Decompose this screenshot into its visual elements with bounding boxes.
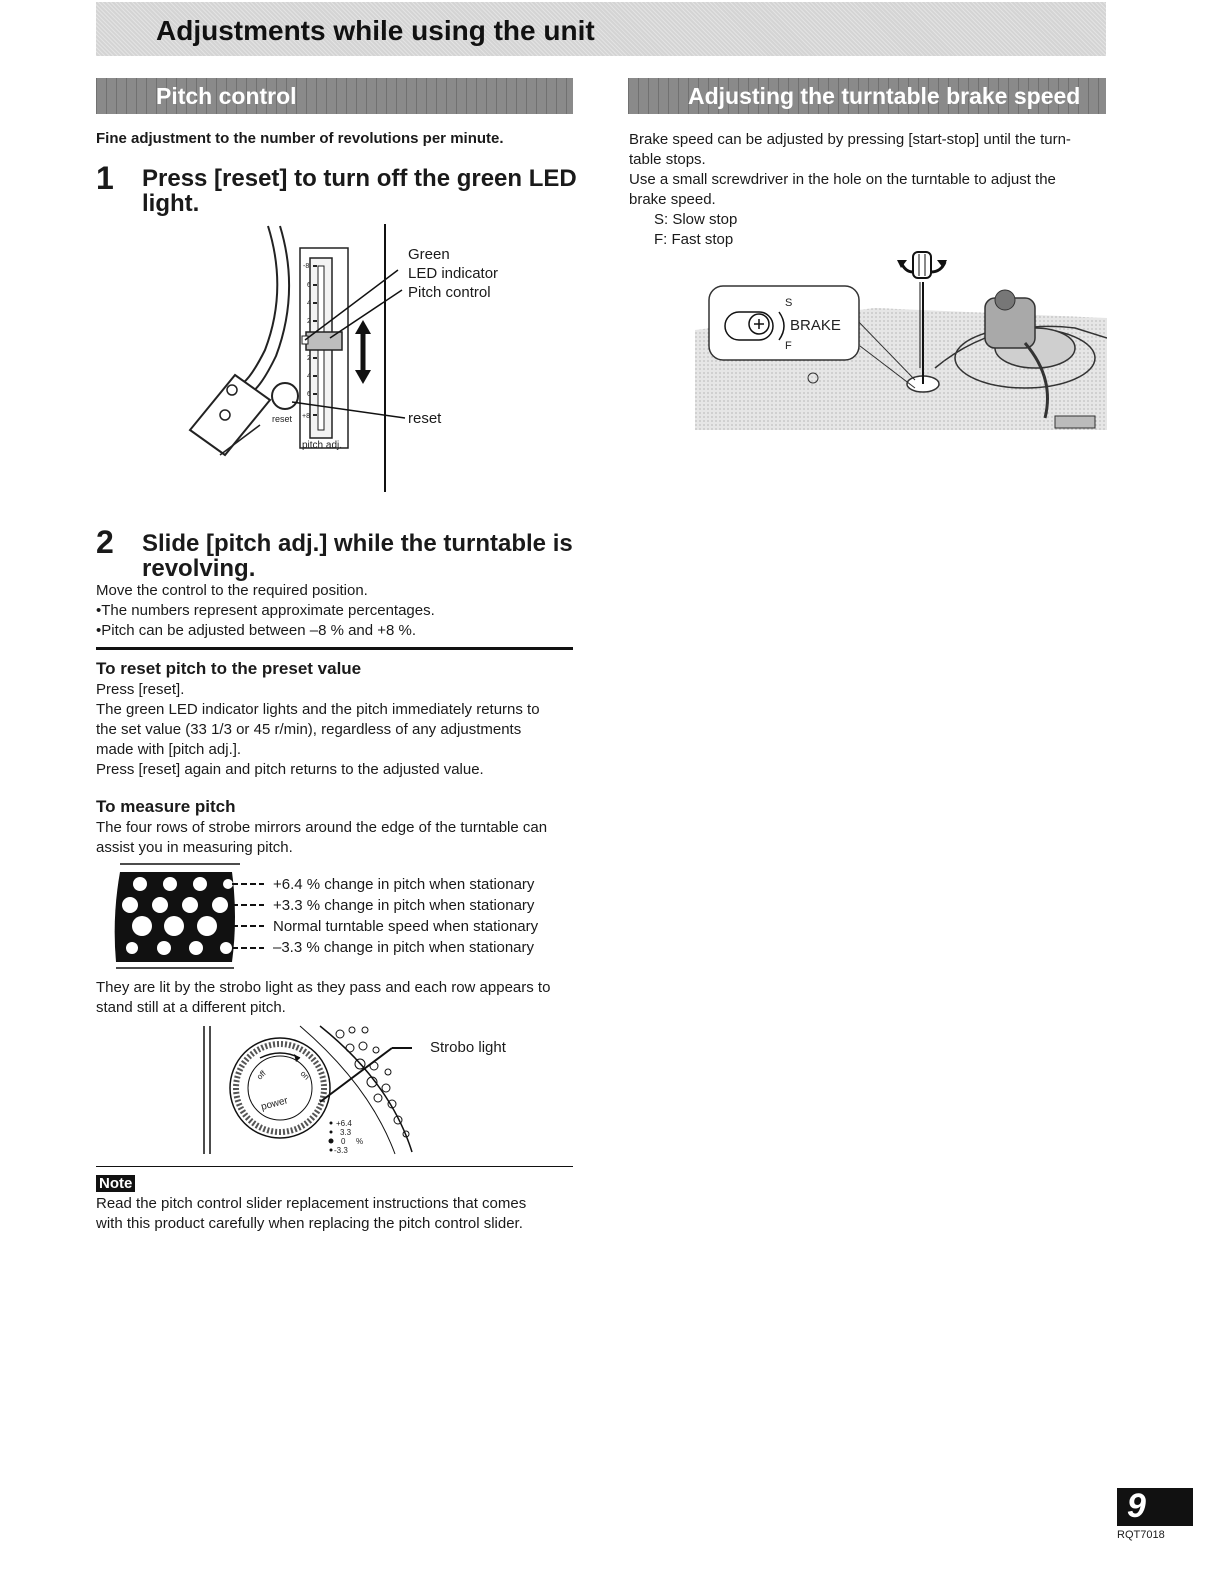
page-number-box bbox=[1117, 1488, 1193, 1526]
slow-marker: S bbox=[785, 297, 793, 309]
section-bar-pitch-control bbox=[96, 78, 573, 114]
strobo-light-label: Strobo light bbox=[430, 1039, 506, 1056]
paragraph-line: assist you in measuring pitch. bbox=[96, 839, 293, 856]
scale-label: 2 bbox=[307, 318, 311, 325]
strobe-row-label: +3.3 % change in pitch when stationary bbox=[273, 897, 535, 914]
section-title-pitch-control: Pitch control bbox=[156, 83, 297, 109]
strobe-legend bbox=[273, 874, 538, 958]
paragraph-line: Brake speed can be adjusted by pressing [start-stop] until the turn- bbox=[629, 131, 1071, 148]
section-bar-brake-speed bbox=[628, 78, 1106, 114]
page-title-bar bbox=[96, 2, 1106, 56]
step-2-number: 2 bbox=[96, 524, 114, 560]
step-2-body bbox=[96, 581, 574, 641]
paragraph-line: made with [pitch adj.]. bbox=[96, 741, 242, 758]
paragraph-line: The four rows of strobe mirrors around the edge of the turntable can bbox=[96, 819, 548, 836]
reset-pitch-body bbox=[96, 680, 574, 780]
fast-marker: F bbox=[785, 340, 792, 352]
paragraph-line: with this product carefully when replacing the pitch control slider. bbox=[96, 1215, 523, 1232]
callout-green: Green bbox=[408, 246, 450, 263]
figure-1-callouts bbox=[408, 245, 498, 302]
strobe-mirrors-figure bbox=[112, 862, 272, 972]
reset-pitch-heading: To reset pitch to the preset value bbox=[96, 659, 362, 678]
paragraph-line: They are lit by the strobo light as they pass and each row appears to bbox=[96, 979, 551, 996]
pitch-scale-value: 0 bbox=[341, 1137, 346, 1146]
bullet-line: •Pitch can be adjusted between –8 % and +8 %. bbox=[96, 622, 417, 639]
brake-adjustment-figure bbox=[695, 248, 1107, 432]
brake-label: BRAKE bbox=[790, 317, 841, 334]
strobe-row-label: +6.4 % change in pitch when stationary bbox=[273, 876, 535, 893]
step-2-text bbox=[142, 531, 573, 581]
callout-pitch-control: Pitch control bbox=[408, 284, 491, 301]
paragraph-line: Move the control to the required position. bbox=[96, 582, 368, 599]
bullet-line: •The numbers represent approximate percentages. bbox=[96, 602, 435, 619]
measure-pitch-heading: To measure pitch bbox=[96, 797, 236, 816]
strobo-light-figure bbox=[200, 1022, 420, 1158]
paragraph-line: Press [reset] again and pitch returns to the adjusted value. bbox=[96, 761, 484, 778]
strobe-row-label: –3.3 % change in pitch when stationary bbox=[273, 939, 534, 956]
callout-led-indicator: LED indicator bbox=[408, 265, 499, 282]
scale-label: -8 bbox=[303, 263, 310, 270]
reset-small-label: reset bbox=[272, 414, 293, 424]
pitch-scale-unit: % bbox=[356, 1137, 364, 1146]
pitch-scale-value: -3.3 bbox=[334, 1146, 348, 1155]
page-number: 9 bbox=[1127, 1487, 1146, 1525]
strobe-row-label: Normal turntable speed when stationary bbox=[273, 918, 539, 935]
off-label: off bbox=[255, 1068, 268, 1082]
scale-label: 6 bbox=[307, 391, 311, 398]
scale-label: 4 bbox=[307, 300, 311, 307]
section-title-brake-speed: Adjusting the turntable brake speed bbox=[688, 83, 1081, 109]
on-label: on bbox=[298, 1069, 312, 1082]
paragraph-line: Press [reset]. bbox=[96, 681, 185, 698]
document-code: RQT7018 bbox=[1117, 1529, 1165, 1541]
paragraph-line: stand still at a different pitch. bbox=[96, 999, 286, 1016]
pitch-adj-label: pitch adj. bbox=[302, 440, 343, 451]
paragraph-line: The green LED indicator lights and the pitch immediately returns to bbox=[96, 701, 540, 718]
paragraph-line: Read the pitch control slider replacement instructions that comes bbox=[96, 1195, 527, 1212]
step-1-line-2: light. bbox=[142, 190, 200, 217]
step-1-text bbox=[142, 166, 577, 216]
step-1-line-1: Press [reset] to turn off the green LED bbox=[142, 165, 577, 192]
after-strobe-body bbox=[96, 978, 574, 1018]
legend-slow-stop: S: Slow stop bbox=[654, 211, 738, 228]
pitch-scale-value: 3.3 bbox=[340, 1128, 352, 1137]
note-body bbox=[96, 1194, 574, 1234]
paragraph-line: Use a small screwdriver in the hole on the turntable to adjust the bbox=[629, 171, 1056, 188]
scale-label: 2 bbox=[307, 355, 311, 362]
note-badge-wrap bbox=[96, 1175, 135, 1193]
scale-label: 6 bbox=[307, 282, 311, 289]
step-2-line-2: revolving. bbox=[142, 555, 256, 582]
paragraph-line: table stops. bbox=[629, 151, 706, 168]
power-label: power bbox=[259, 1095, 290, 1113]
lead-text: Fine adjustment to the number of revolutions per minute. bbox=[96, 130, 504, 147]
scale-label: 4 bbox=[307, 373, 311, 380]
page-title: Adjustments while using the unit bbox=[156, 15, 595, 46]
note-badge: Note bbox=[96, 1175, 135, 1192]
pitch-scale-value: +6.4 bbox=[336, 1119, 352, 1128]
paragraph-line: brake speed. bbox=[629, 191, 716, 208]
measure-pitch-body bbox=[96, 818, 574, 858]
legend-fast-stop: F: Fast stop bbox=[654, 231, 734, 248]
section-rule bbox=[96, 647, 573, 650]
callout-reset: reset bbox=[408, 410, 442, 427]
scale-label: +8 bbox=[302, 413, 310, 420]
step-1-number: 1 bbox=[96, 160, 114, 196]
paragraph-line: the set value (33 1/3 or 45 r/min), regardless of any adjustments bbox=[96, 721, 522, 738]
brake-speed-body bbox=[629, 130, 1107, 250]
note-rule bbox=[96, 1166, 573, 1167]
step-2-line-1: Slide [pitch adj.] while the turntable is bbox=[142, 530, 573, 557]
